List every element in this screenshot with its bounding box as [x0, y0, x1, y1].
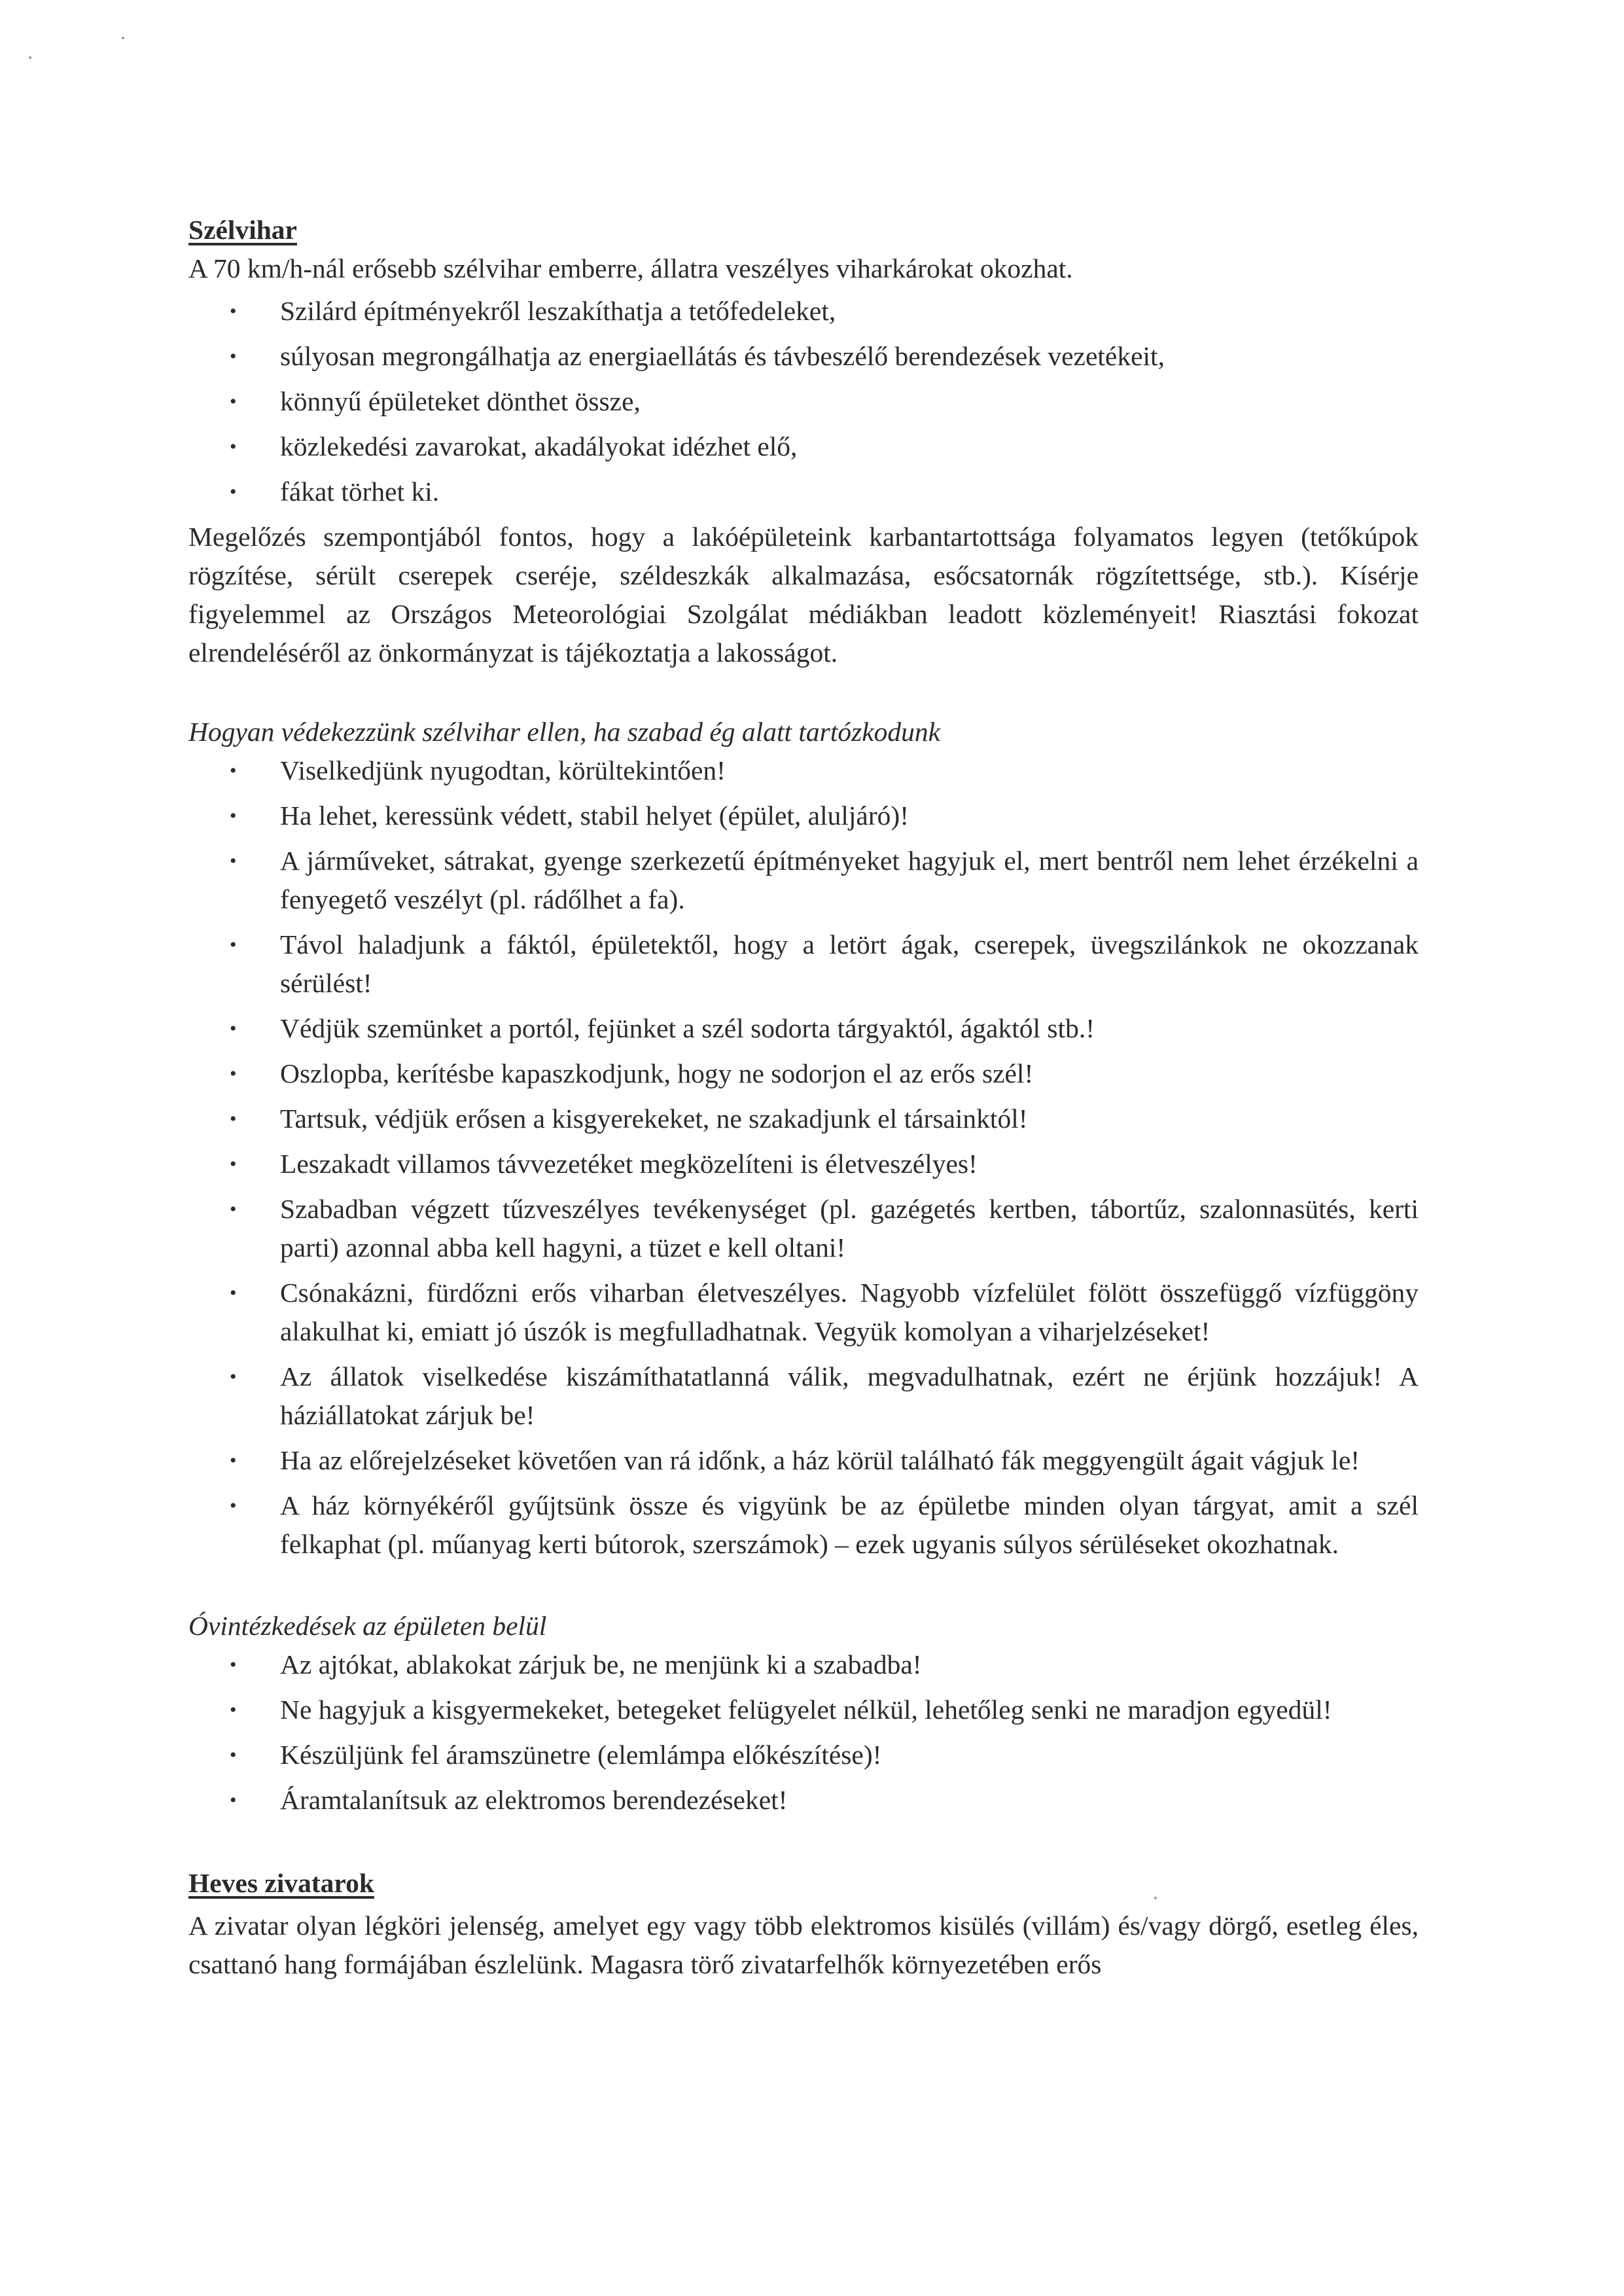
list-item: • Viselkedjünk nyugodtan, körültekintően!: [188, 751, 1419, 790]
thunderstorm-paragraph: A zivatar olyan légköri jelenség, amelyet egy vagy több elektromos kisülés (villám) és/vagy dörgő, esetleg éles, csattanó hang formájában észlelünk. Magasra törő zivatarfelhők környezetében erős: [188, 1910, 1419, 1979]
bullet-icon: •: [230, 1198, 237, 1220]
bullet-icon: •: [230, 346, 237, 367]
bullet-icon: •: [230, 1654, 237, 1676]
list-item: • Oszlopba, kerítésbe kapaszkodjunk, hogy ne sodorjon el az erős szél!: [188, 1054, 1419, 1093]
list-item: • Leszakadt villamos távvezetéket megközelíteni is életveszélyes!: [188, 1145, 1419, 1183]
indoor-precautions-subtitle: Óvintézkedések az épületen belül: [188, 1611, 547, 1641]
list-item: • Tartsuk, védjük erősen a kisgyerekeket, ne szakadjunk el társainktól!: [188, 1100, 1419, 1138]
bullet-icon: •: [230, 436, 237, 457]
list-item: • Az ajtókat, ablakokat zárjuk be, ne menjünk ki a szabadba!: [188, 1645, 1419, 1684]
outdoor-protection-list: [188, 751, 1419, 1564]
list-item: • Szilárd építményekről leszakíthatja a tetőfedeleket,: [188, 292, 1419, 331]
list-item: • Ha lehet, keressünk védett, stabil helyet (épület, aluljáró)!: [188, 797, 1419, 835]
section-title-szelvihar: Szélvihar: [188, 215, 297, 245]
list-item: • Készüljünk fel áramszünetre (elemlámpa előkészítése)!: [188, 1736, 1419, 1774]
bullet-icon: •: [230, 934, 237, 956]
list-item: • Ha az előrejelzéseket követően van rá időnk, a ház körül található fák meggyengült ágait vágjuk le!: [188, 1441, 1419, 1480]
list-item: • Az állatok viselkedése kiszámíthatatlanná válik, megvadulhatnak, ezért ne érjünk hozzájuk! A háziállatokat zárjuk be!: [188, 1357, 1419, 1435]
list-item: • Ne hagyjuk a kisgyermekeket, betegeket felügyelet nélkül, lehetőleg senki ne maradjon egyedül!: [188, 1691, 1419, 1729]
list-item: • Szabadban végzett tűzveszélyes tevékenységet (pl. gazégetés kertben, tábortűz, szalonnasütés, kerti parti) azonnal abba kell hagyni, a tüzet e kell oltani!: [188, 1190, 1419, 1267]
document-page: [188, 211, 1419, 1984]
list-item: • A járműveket, sátrakat, gyenge szerkezetű építményeket hagyjuk el, mert bentről nem lehet érzékelni a fenyegető veszélyt (pl. rádőlhet a fa).: [188, 842, 1419, 919]
bullet-icon: •: [230, 1744, 237, 1766]
szelvihar-intro: A 70 km/h-nál erősebb szélvihar emberre, állatra veszélyes viharkárokat okozhat.: [188, 253, 1073, 283]
bullet-icon: •: [230, 1495, 237, 1516]
list-item: • Távol haladjunk a fáktól, épületektől, hogy a letört ágak, cserepek, üvegszilánkok ne okozzanak sérülést!: [188, 925, 1419, 1003]
bullet-icon: •: [230, 1789, 237, 1811]
scan-speck: [122, 37, 124, 39]
bullet-icon: •: [230, 805, 237, 827]
prevention-paragraph: Megelőzés szempontjából fontos, hogy a lakóépületeink karbantartottsága folyamatos legyen (tetőkúpok rögzítése, sérült cserepek cseréje, széldeszkák alkalmazása, esőcsatornák rögzítettsége, stb.). Kísérje figyelemmel az Országos Meteorológiai Szolgálat médiákban leadott közleményeit! Riasztási fokozat elrendeléséről az önkormányzat is tájékoztatja a lakosságot.: [188, 522, 1419, 668]
list-item: • súlyosan megrongálhatja az energiaellátás és távbeszélő berendezések vezetékeit,: [188, 337, 1419, 376]
bullet-icon: •: [230, 1450, 237, 1471]
bullet-icon: •: [230, 760, 237, 781]
bullet-icon: •: [230, 300, 237, 322]
bullet-icon: •: [230, 1366, 237, 1388]
list-item: • Áramtalanítsuk az elektromos berendezéseket!: [188, 1781, 1419, 1820]
bullet-icon: •: [230, 850, 237, 872]
list-item: • könnyű épületeket dönthet össze,: [188, 382, 1419, 421]
list-item: • fákat törhet ki.: [188, 473, 1419, 511]
list-item: • közlekedési zavarokat, akadályokat idézhet elő,: [188, 427, 1419, 466]
bullet-icon: •: [230, 481, 237, 503]
bullet-icon: •: [230, 391, 237, 412]
bullet-icon: •: [230, 1018, 237, 1039]
indoor-precautions-list: [188, 1645, 1419, 1820]
list-item: • Védjük szemünket a portól, fejünket a szél sodorta tárgyaktól, ágaktól stb.!: [188, 1009, 1419, 1048]
scan-speck: [29, 56, 31, 59]
bullet-icon: •: [230, 1063, 237, 1085]
list-item: • A ház környékéről gyűjtsünk össze és vigyünk be az épületbe minden olyan tárgyat, amit a szél felkaphat (pl. műanyag kerti bútorok, szerszámok) – ezek ugyanis súlyos sérüléseket okozhatnak.: [188, 1486, 1419, 1564]
section-title-heves-zivatarok: Heves zivatarok: [188, 1868, 374, 1898]
bullet-icon: •: [230, 1699, 237, 1721]
list-item: • Csónakázni, fürdőzni erős viharban életveszélyes. Nagyobb vízfelület fölött összefüggő vízfüggöny alakulhat ki, emiatt jó úszók is megfulladhatnak. Vegyük komolyan a viharjelzéseket!: [188, 1274, 1419, 1351]
bullet-icon: •: [230, 1282, 237, 1304]
bullet-icon: •: [230, 1153, 237, 1175]
bullet-icon: •: [230, 1108, 237, 1130]
outdoor-protection-subtitle: Hogyan védekezzünk szélvihar ellen, ha szabad ég alatt tartózkodunk: [188, 717, 941, 747]
szelvihar-effects-list: [188, 292, 1419, 511]
